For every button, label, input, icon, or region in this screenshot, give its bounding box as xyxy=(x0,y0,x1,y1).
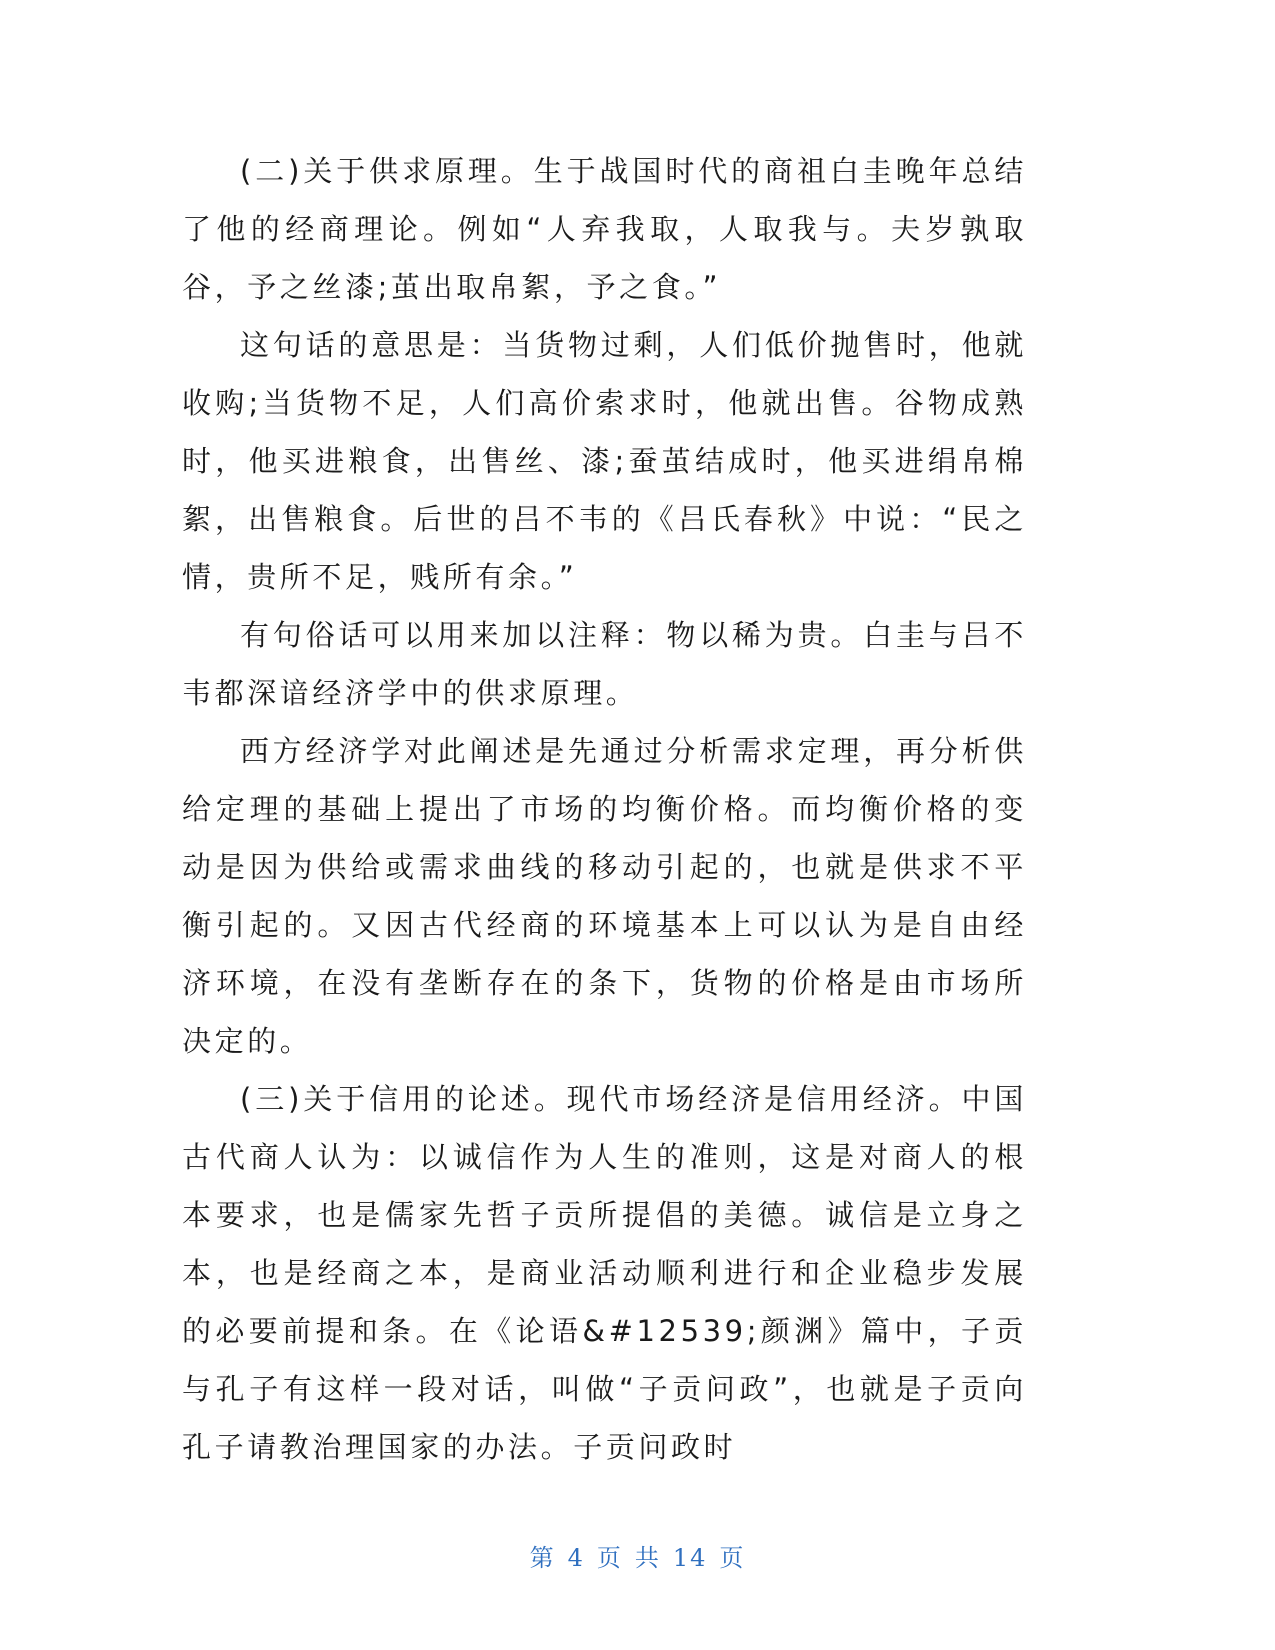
footer-page-label: 页 xyxy=(596,1544,623,1572)
page-footer xyxy=(0,1538,1275,1573)
footer-total-prefix: 共 xyxy=(634,1544,661,1572)
footer-current-page: 4 xyxy=(567,1544,585,1572)
document-body xyxy=(182,142,1027,1476)
footer-total-pages: 14 xyxy=(672,1544,708,1572)
paragraph-supply-demand-explanation: 这句话的意思是：当货物过剩，人们低价抛售时，他就收购;当货物不足，人们高价索求时，他就出售。谷物成熟时，他买进粮食，出售丝、漆;蚕茧结成时，他买进绢帛棉絮，出售粮食。后世的吕不韦的《吕氏春秋》中说：“民之情，贵所不足，贱所有余。” xyxy=(182,328,1027,594)
paragraph-proverb: 有句俗话可以用来加以注释：物以稀为贵。白圭与吕不韦都深谙经济学中的供求原理。 xyxy=(182,618,1027,710)
footer-prefix: 第 xyxy=(529,1544,556,1572)
paragraph-credit: (三)关于信用的论述。现代市场经济是信用经济。中国古代商人认为：以诚信作为人生的准则，这是对商人的根本要求，也是儒家先哲子贡所提倡的美德。诚信是立身之本，也是经商之本，是商业活动顺利进行和企业稳步发展的必要前提和条。在《论语&#12539;颜渊》篇中，子贡与孔子有这样一段对话，叫做“子贡问政”，也就是子贡向孔子请教治理国家的办法。子贡问政时 xyxy=(182,1082,1027,1464)
paragraph-western-economics: 西方经济学对此阐述是先通过分析需求定理，再分析供给定理的基础上提出了市场的均衡价格。而均衡价格的变动是因为供给或需求曲线的移动引起的，也就是供求不平衡引起的。又因古代经商的环境基本上可以认为是自由经济环境，在没有垄断存在的条下，货物的价格是由市场所决定的。 xyxy=(182,734,1027,1058)
paragraph-supply-demand-intro: (二)关于供求原理。生于战国时代的商祖白圭晚年总结了他的经商理论。例如“人弃我取，人取我与。夫岁孰取谷，予之丝漆;茧出取帛絮，予之食。” xyxy=(182,154,1027,304)
footer-total-label: 页 xyxy=(719,1544,746,1572)
